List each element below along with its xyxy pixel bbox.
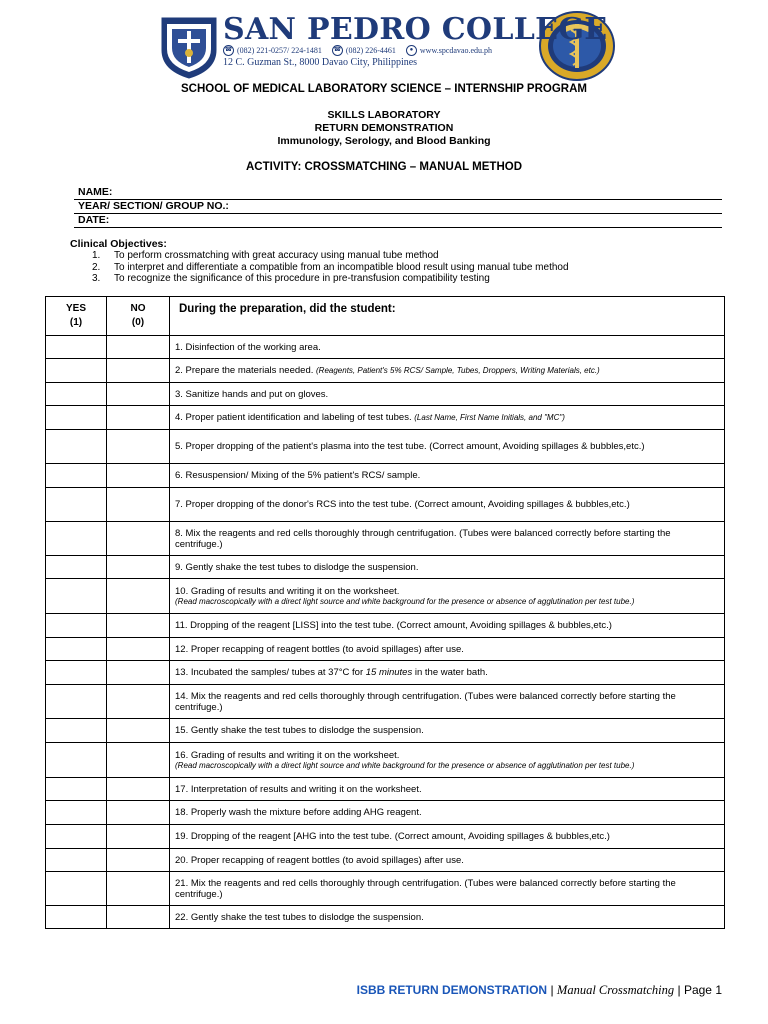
no-checkbox-cell[interactable] bbox=[107, 685, 170, 719]
checklist-item-text bbox=[170, 464, 725, 488]
table-row bbox=[46, 719, 725, 743]
no-value: (0) bbox=[131, 317, 145, 328]
item-text: 14. Mix the reagents and red cells thoroughly through centrifugation. (Tubes were balanced correctly before starting the centrifuge.) bbox=[175, 690, 676, 713]
question-column-header: During the preparation, did the student: bbox=[170, 297, 725, 336]
item-text: 12. Proper recapping of reagent bottles (to avoid spillages) after use. bbox=[175, 643, 464, 655]
checklist-item-text bbox=[170, 556, 725, 579]
no-checkbox-cell[interactable] bbox=[107, 743, 170, 778]
footer-separator: | bbox=[674, 983, 684, 997]
phone-2 bbox=[332, 45, 396, 56]
table-row bbox=[46, 801, 725, 825]
objective-number: 3. bbox=[92, 273, 101, 284]
no-label: NO bbox=[130, 303, 146, 314]
table-row bbox=[46, 383, 725, 406]
yes-checkbox-cell[interactable] bbox=[46, 849, 107, 872]
contact-info bbox=[223, 45, 492, 56]
footer-separator: | bbox=[547, 983, 557, 997]
footer-page-number: Page 1 bbox=[683, 983, 722, 997]
no-checkbox-cell[interactable] bbox=[107, 488, 170, 522]
yes-column-header bbox=[46, 297, 107, 336]
checklist-body bbox=[46, 336, 725, 929]
table-row bbox=[46, 406, 725, 430]
objective-number: 2. bbox=[92, 262, 101, 273]
item-note: (Read macroscopically with a direct light source and white background for the presence or absence of agglutination per test tube.) bbox=[175, 596, 635, 606]
yes-checkbox-cell[interactable] bbox=[46, 801, 107, 825]
checklist-item-text bbox=[170, 383, 725, 406]
letterhead bbox=[0, 0, 768, 80]
yes-checkbox-cell[interactable] bbox=[46, 906, 107, 929]
objective-text: To interpret and differentiate a compatible from an incompatible blood result using manual tube method bbox=[114, 262, 569, 273]
item-text: 5. Proper dropping of the patient's plasma into the test tube. (Correct amount, Avoiding spillages & bubbles,etc.) bbox=[175, 441, 645, 452]
program-title: SCHOOL OF MEDICAL LABORATORY SCIENCE – INTERNSHIP PROGRAM bbox=[181, 83, 587, 95]
no-checkbox-cell[interactable] bbox=[107, 406, 170, 430]
college-address: 12 C. Guzman St., 8000 Davao City, Philippines bbox=[223, 57, 418, 68]
table-row bbox=[46, 661, 725, 685]
yes-checkbox-cell[interactable] bbox=[46, 406, 107, 430]
checklist-item-text bbox=[170, 685, 725, 719]
yes-value: (1) bbox=[69, 317, 83, 328]
no-checkbox-cell[interactable] bbox=[107, 906, 170, 929]
item-note: (Reagents, Patient's 5% RCS/ Sample, Tubes, Droppers, Writing Materials, etc.) bbox=[316, 366, 600, 375]
yes-checkbox-cell[interactable] bbox=[46, 743, 107, 778]
yes-checkbox-cell[interactable] bbox=[46, 336, 107, 359]
item-text: 2. Prepare the materials needed. bbox=[175, 365, 317, 376]
yes-checkbox-cell[interactable] bbox=[46, 579, 107, 614]
year-section-field-label: YEAR/ SECTION/ GROUP NO.: bbox=[78, 200, 229, 212]
item-text: 8. Mix the reagents and red cells thoroughly through centrifugation. (Tubes were balanced correctly before starting the centrifuge.) bbox=[175, 527, 671, 550]
college-seal-logo bbox=[158, 12, 220, 80]
phone-icon: ☎ bbox=[223, 45, 234, 56]
no-checkbox-cell[interactable] bbox=[107, 359, 170, 383]
phone-2-text: (082) 226-4461 bbox=[345, 46, 396, 55]
table-row bbox=[46, 579, 725, 614]
item-text: 11. Dropping of the reagent [LISS] into the test tube. (Correct amount, Avoiding spillages & bubbles,etc.) bbox=[175, 620, 612, 631]
table-row bbox=[46, 906, 725, 929]
objective-item bbox=[92, 273, 490, 284]
yes-checkbox-cell[interactable] bbox=[46, 464, 107, 488]
item-note: (Last Name, First Name Initials, and "MC") bbox=[414, 413, 565, 422]
no-checkbox-cell[interactable] bbox=[107, 464, 170, 488]
item-text: 20. Proper recapping of reagent bottles (to avoid spillages) after use. bbox=[175, 854, 464, 866]
yes-checkbox-cell[interactable] bbox=[46, 778, 107, 801]
fax-icon: ☎ bbox=[332, 45, 343, 56]
skills-lab-heading: SKILLS LABORATORY bbox=[327, 109, 441, 121]
item-duration: 15 minutes bbox=[365, 667, 413, 678]
page-footer bbox=[357, 983, 722, 998]
no-checkbox-cell[interactable] bbox=[107, 661, 170, 685]
evaluation-checklist-table bbox=[45, 296, 725, 929]
yes-checkbox-cell[interactable] bbox=[46, 556, 107, 579]
objective-text: To recognize the significance of this procedure in pre-transfusion compatibility testing bbox=[114, 273, 490, 284]
table-header-row bbox=[46, 297, 725, 336]
return-demo-heading: RETURN DEMONSTRATION bbox=[314, 122, 454, 134]
activity-heading: ACTIVITY: CROSSMATCHING – MANUAL METHOD bbox=[246, 161, 522, 173]
no-checkbox-cell[interactable] bbox=[107, 614, 170, 638]
yes-checkbox-cell[interactable] bbox=[46, 825, 107, 849]
no-checkbox-cell[interactable] bbox=[107, 872, 170, 906]
checklist-item-text bbox=[170, 906, 725, 929]
yes-checkbox-cell[interactable] bbox=[46, 872, 107, 906]
table-row bbox=[46, 778, 725, 801]
checklist-item-text bbox=[170, 801, 725, 825]
no-checkbox-cell[interactable] bbox=[107, 778, 170, 801]
subject-heading: Immunology, Serology, and Blood Banking bbox=[277, 135, 491, 147]
no-checkbox-cell[interactable] bbox=[107, 430, 170, 464]
item-text: 6. Resuspension/ Mixing of the 5% patient's RCS/ sample. bbox=[175, 470, 421, 481]
date-field-line[interactable] bbox=[74, 227, 722, 228]
checklist-item-text bbox=[170, 778, 725, 801]
yes-checkbox-cell[interactable] bbox=[46, 522, 107, 556]
yes-checkbox-cell[interactable] bbox=[46, 685, 107, 719]
yes-checkbox-cell[interactable] bbox=[46, 383, 107, 406]
item-text: 7. Proper dropping of the donor's RCS into the test tube. (Correct amount, Avoiding spillages & bubbles,etc.) bbox=[175, 499, 630, 510]
no-checkbox-cell[interactable] bbox=[107, 638, 170, 661]
yes-checkbox-cell[interactable] bbox=[46, 614, 107, 638]
item-text: 10. Grading of results and writing it on the worksheet. bbox=[175, 585, 400, 597]
checklist-item-text bbox=[170, 614, 725, 638]
college-name: SAN PEDRO COLLEGE bbox=[223, 12, 608, 47]
item-text: 9. Gently shake the test tubes to dislodge the suspension. bbox=[175, 561, 419, 573]
table-row bbox=[46, 464, 725, 488]
table-row bbox=[46, 685, 725, 719]
item-text: 3. Sanitize hands and put on gloves. bbox=[175, 388, 329, 400]
item-text: 4. Proper patient identification and labeling of test tubes. bbox=[175, 412, 415, 423]
table-row bbox=[46, 614, 725, 638]
checklist-item-text bbox=[170, 825, 725, 849]
checklist-item-text bbox=[170, 719, 725, 743]
table-row bbox=[46, 825, 725, 849]
objective-item bbox=[92, 262, 569, 273]
item-text: 15. Gently shake the test tubes to dislodge the suspension. bbox=[175, 725, 424, 736]
item-text-after: in the water bath. bbox=[412, 667, 488, 678]
objectives-title: Clinical Objectives: bbox=[70, 238, 167, 250]
phone-1-text: (082) 221-0257/ 224-1481 bbox=[237, 46, 322, 55]
item-text: 21. Mix the reagents and red cells thoroughly through centrifugation. (Tubes were balanced correctly before starting the centrifuge.) bbox=[175, 877, 676, 900]
checklist-item-text bbox=[170, 430, 725, 464]
item-text: 22. Gently shake the test tubes to dislodge the suspension. bbox=[175, 911, 424, 923]
checklist-item-text bbox=[170, 743, 725, 778]
yes-label: YES bbox=[65, 303, 86, 314]
no-checkbox-cell[interactable] bbox=[107, 719, 170, 743]
checklist-item-text bbox=[170, 359, 725, 383]
footer-subtitle: Manual Crossmatching bbox=[556, 983, 675, 997]
checklist-item-text bbox=[170, 849, 725, 872]
checklist-item-text bbox=[170, 661, 725, 685]
table-row bbox=[46, 638, 725, 661]
yes-checkbox-cell[interactable] bbox=[46, 661, 107, 685]
footer-title: ISBB RETURN DEMONSTRATION bbox=[356, 983, 548, 997]
objective-text: To perform crossmatching with great accuracy using manual tube method bbox=[114, 250, 439, 261]
table-row bbox=[46, 336, 725, 359]
yes-checkbox-cell[interactable] bbox=[46, 430, 107, 464]
item-text: 13. Incubated the samples/ tubes at 37°C for bbox=[175, 667, 366, 678]
no-checkbox-cell[interactable] bbox=[107, 383, 170, 406]
no-checkbox-cell[interactable] bbox=[107, 336, 170, 359]
item-text: 17. Interpretation of results and writing it on the worksheet. bbox=[175, 783, 422, 795]
no-checkbox-cell[interactable] bbox=[107, 849, 170, 872]
checklist-item-text bbox=[170, 336, 725, 359]
objective-number: 1. bbox=[92, 250, 101, 261]
no-checkbox-cell[interactable] bbox=[107, 522, 170, 556]
table-row bbox=[46, 430, 725, 464]
yes-checkbox-cell[interactable] bbox=[46, 719, 107, 743]
globe-icon: ● bbox=[406, 45, 417, 56]
objective-item bbox=[92, 250, 439, 261]
table-row bbox=[46, 743, 725, 778]
checklist-item-text bbox=[170, 488, 725, 522]
name-field-label: NAME: bbox=[78, 186, 113, 198]
table-row bbox=[46, 522, 725, 556]
item-text: 19. Dropping of the reagent [AHG into the test tube. (Correct amount, Avoiding spillages & bubbles,etc.) bbox=[175, 831, 610, 842]
item-text: 18. Properly wash the mixture before adding AHG reagent. bbox=[175, 807, 422, 818]
no-checkbox-cell[interactable] bbox=[107, 556, 170, 579]
website bbox=[406, 45, 492, 56]
checklist-item-text bbox=[170, 579, 725, 614]
table-row bbox=[46, 872, 725, 906]
yes-checkbox-cell[interactable] bbox=[46, 359, 107, 383]
yes-checkbox-cell[interactable] bbox=[46, 638, 107, 661]
no-column-header bbox=[107, 297, 170, 336]
table-row bbox=[46, 488, 725, 522]
phone-1 bbox=[223, 45, 322, 56]
date-field-label: DATE: bbox=[78, 214, 110, 226]
no-checkbox-cell[interactable] bbox=[107, 579, 170, 614]
table-row bbox=[46, 556, 725, 579]
table-row bbox=[46, 359, 725, 383]
no-checkbox-cell[interactable] bbox=[107, 801, 170, 825]
checklist-item-text bbox=[170, 406, 725, 430]
no-checkbox-cell[interactable] bbox=[107, 825, 170, 849]
item-note: (Read macroscopically with a direct light source and white background for the presence or absence of agglutination per test tube.) bbox=[175, 760, 635, 770]
checklist-item-text bbox=[170, 522, 725, 556]
website-text: www.spcdavao.edu.ph bbox=[419, 46, 493, 55]
table-row bbox=[46, 849, 725, 872]
yes-checkbox-cell[interactable] bbox=[46, 488, 107, 522]
checklist-item-text bbox=[170, 872, 725, 906]
item-text: 16. Grading of results and writing it on the worksheet. bbox=[175, 749, 400, 761]
checklist-item-text bbox=[170, 638, 725, 661]
item-text: 1. Disinfection of the working area. bbox=[175, 341, 321, 353]
